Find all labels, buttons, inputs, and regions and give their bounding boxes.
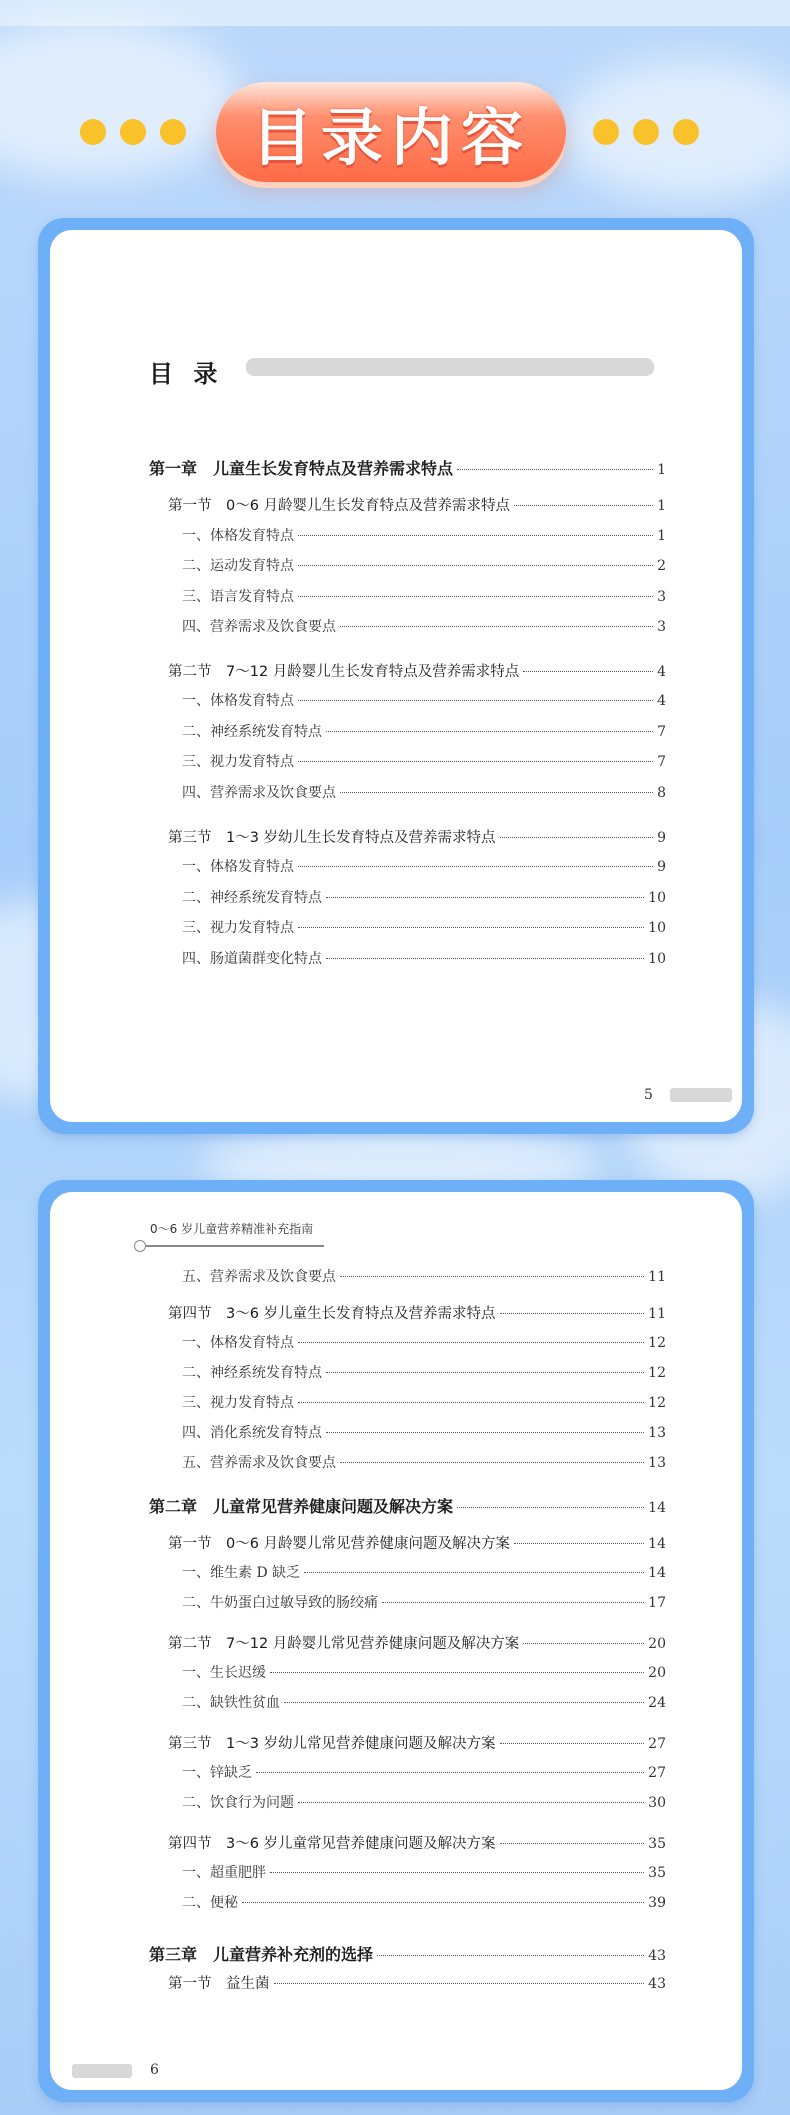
toc-entry-level-3 — [182, 1862, 666, 1882]
dot-leader — [382, 1602, 644, 1603]
heading-bar — [246, 358, 654, 376]
toc-entry-title: 四、营养需求及饮食要点 — [182, 785, 336, 801]
toc-page-1 — [50, 230, 742, 1122]
dot-leader — [284, 1702, 644, 1703]
toc-entry-title: 四、消化系统发育特点 — [182, 1425, 322, 1441]
page-number-bar — [72, 2064, 132, 2078]
toc-entry-page: 12 — [648, 1335, 666, 1351]
dot-leader — [298, 927, 644, 928]
toc-entry-title: 第一节 益生菌 — [168, 1976, 270, 1992]
toc-entry-level-2 — [168, 1832, 666, 1853]
toc-entry-level-3 — [182, 948, 666, 968]
toc-entry-page: 17 — [648, 1595, 666, 1611]
toc-entry-title: 三、视力发育特点 — [182, 920, 294, 936]
toc-entry-page: 10 — [648, 920, 666, 936]
toc-page-card-1 — [38, 218, 754, 1134]
dot-leader — [457, 1507, 644, 1508]
toc-entry-title: 二、神经系统发育特点 — [182, 890, 322, 906]
toc-entry-page: 9 — [657, 859, 666, 875]
toc-entry-page: 43 — [648, 1948, 666, 1964]
toc-entry-level-3 — [182, 1392, 666, 1412]
toc-entry-level-3 — [182, 555, 666, 575]
toc-entry-page: 9 — [657, 830, 666, 846]
toc-entry-level-3 — [182, 1452, 666, 1472]
toc-entry-page: 2 — [657, 558, 666, 574]
dot-leader — [340, 792, 653, 793]
toc-page-card-2 — [38, 1180, 754, 2102]
toc-entry-level-3 — [182, 1592, 666, 1612]
toc-entry-page: 3 — [657, 619, 666, 635]
toc-entry-title: 第一章 儿童生长发育特点及营养需求特点 — [149, 459, 454, 478]
toc-entry-level-2 — [168, 826, 666, 847]
dot-leader — [514, 1543, 644, 1544]
dot-leader — [298, 1802, 644, 1803]
toc-entry-level-2 — [168, 494, 666, 515]
toc-entry-page: 14 — [648, 1565, 666, 1581]
dot-leader — [500, 1313, 645, 1314]
toc-entry-page: 14 — [648, 1500, 666, 1516]
toc-entry-title: 二、缺铁性贫血 — [182, 1695, 280, 1711]
dot-leader — [326, 1432, 644, 1433]
toc-entry-page: 14 — [648, 1536, 666, 1552]
dot-leader — [326, 731, 653, 732]
toc-entry-level-3 — [182, 1692, 666, 1712]
dot-leader — [340, 1462, 644, 1463]
toc-entry-page: 11 — [648, 1306, 666, 1322]
header-circle-marker — [134, 1240, 146, 1252]
dot-leader — [304, 1572, 644, 1573]
toc-entry-title: 四、营养需求及饮食要点 — [182, 619, 336, 635]
cloud-decoration — [0, 20, 240, 180]
toc-entry-title: 一、体格发育特点 — [182, 528, 294, 544]
running-header: 0～6 岁儿童营养精准补充指南 — [150, 1222, 314, 1236]
toc-entry-level-1 — [149, 1494, 666, 1517]
toc-entry-page: 12 — [648, 1395, 666, 1411]
toc-entry-level-3 — [182, 856, 666, 876]
toc-entry-title: 第三节 1～3 岁幼儿常见营养健康问题及解决方案 — [168, 1736, 496, 1752]
dot-leader — [270, 1672, 644, 1673]
toc-entry-level-2 — [168, 1302, 666, 1323]
toc-entry-title: 第二节 7～12 月龄婴儿生长发育特点及营养需求特点 — [168, 664, 520, 680]
toc-entry-level-1 — [149, 456, 666, 479]
toc-entry-level-3 — [182, 1762, 666, 1782]
toc-entry-title: 五、营养需求及饮食要点 — [182, 1455, 336, 1471]
toc-page-2 — [50, 1192, 742, 2090]
toc-entry-title: 二、便秘 — [182, 1895, 238, 1911]
toc-entry-page: 13 — [648, 1425, 666, 1441]
toc-entry-page: 7 — [657, 724, 666, 740]
toc-entry-title: 第二章 儿童常见营养健康问题及解决方案 — [149, 1497, 454, 1516]
toc-entry-level-3 — [182, 751, 666, 771]
toc-entry-title: 五、营养需求及饮食要点 — [182, 1269, 336, 1285]
toc-entry-title: 第一节 0～6 月龄婴儿生长发育特点及营养需求特点 — [168, 498, 511, 514]
dot-leader — [242, 1902, 644, 1903]
toc-entry-page: 39 — [648, 1895, 666, 1911]
dot-leader — [523, 1643, 644, 1644]
toc-entry-title: 一、超重肥胖 — [182, 1865, 266, 1881]
toc-entry-page: 12 — [648, 1365, 666, 1381]
toc-entry-level-3 — [182, 1562, 666, 1582]
dot-leader — [340, 626, 653, 627]
dot-leader — [298, 761, 653, 762]
toc-entry-level-2 — [168, 1732, 666, 1753]
toc-entry-title: 一、体格发育特点 — [182, 1335, 294, 1351]
toc-entry-level-1 — [149, 1942, 666, 1965]
dot-leader — [256, 1772, 644, 1773]
toc-entry-title: 二、神经系统发育特点 — [182, 724, 322, 740]
toc-entry-page: 1 — [657, 528, 666, 544]
toc-entry-page: 4 — [657, 664, 666, 680]
toc-entry-level-3 — [182, 690, 666, 710]
dot-leader — [326, 1372, 644, 1373]
dot-leader — [298, 866, 653, 867]
page-title: 目录内容 — [250, 100, 531, 174]
toc-entry-page: 10 — [648, 951, 666, 967]
toc-entry-level-3 — [182, 1662, 666, 1682]
toc-entry-page: 35 — [648, 1865, 666, 1881]
dot-leader — [500, 837, 654, 838]
toc-entry-title: 一、锌缺乏 — [182, 1765, 252, 1781]
toc-entry-page: 11 — [648, 1269, 666, 1285]
toc-entry-title: 一、体格发育特点 — [182, 693, 294, 709]
toc-entry-title: 三、视力发育特点 — [182, 754, 294, 770]
toc-entry-title: 第二节 7～12 月龄婴儿常见营养健康问题及解决方案 — [168, 1636, 520, 1652]
toc-entry-page: 10 — [648, 890, 666, 906]
toc-entry-title: 第一节 0～6 月龄婴儿常见营养健康问题及解决方案 — [168, 1536, 511, 1552]
toc-entry-page: 7 — [657, 754, 666, 770]
toc-entry-level-2 — [168, 660, 666, 681]
toc-entry-title: 一、维生素 D 缺乏 — [182, 1565, 301, 1581]
toc-entry-level-3 — [182, 721, 666, 741]
toc-entry-title: 二、牛奶蛋白过敏导致的肠绞痛 — [182, 1595, 378, 1611]
toc-entry-level-3 — [182, 887, 666, 907]
decorative-dots-right — [593, 119, 699, 145]
toc-entry-title: 二、神经系统发育特点 — [182, 1365, 322, 1381]
toc-entry-page: 43 — [648, 1976, 666, 1992]
toc-entry-page: 20 — [648, 1665, 666, 1681]
toc-entry-level-2 — [168, 1632, 666, 1653]
page-number-bar — [670, 1088, 732, 1102]
toc-entry-page: 8 — [657, 785, 666, 801]
toc-entry-level-2 — [168, 1972, 666, 1993]
toc-entry-page: 3 — [657, 589, 666, 605]
toc-heading: 目 录 — [149, 360, 224, 388]
dot-leader — [514, 505, 653, 506]
dot-leader — [270, 1872, 644, 1873]
dot-leader — [340, 1276, 644, 1277]
toc-entry-title: 一、体格发育特点 — [182, 859, 294, 875]
page-number: 6 — [150, 2062, 159, 2078]
dot-leader — [326, 897, 644, 898]
toc-entry-title: 第三章 儿童营养补充剂的选择 — [149, 1945, 374, 1964]
toc-entry-level-3 — [182, 1332, 666, 1352]
dot-leader — [326, 958, 644, 959]
dot-leader — [377, 1955, 644, 1956]
toc-entry-level-3 — [182, 1422, 666, 1442]
dot-leader — [523, 671, 653, 672]
toc-entry-page: 1 — [657, 498, 666, 514]
dot-leader — [500, 1843, 645, 1844]
toc-entry-level-3 — [182, 1892, 666, 1912]
toc-entry-title: 第四节 3～6 岁儿童常见营养健康问题及解决方案 — [168, 1836, 496, 1852]
toc-entry-level-3 — [182, 616, 666, 636]
toc-entry-title: 二、运动发育特点 — [182, 558, 294, 574]
toc-entry-title: 第三节 1～3 岁幼儿生长发育特点及营养需求特点 — [168, 830, 496, 846]
dot-leader — [298, 535, 653, 536]
toc-entry-page: 35 — [648, 1836, 666, 1852]
toc-entry-page: 4 — [657, 693, 666, 709]
toc-entry-page: 27 — [648, 1736, 666, 1752]
toc-entry-title: 四、肠道菌群变化特点 — [182, 951, 322, 967]
toc-entry-level-3 — [182, 782, 666, 802]
toc-entry-level-3 — [182, 917, 666, 937]
toc-entry-page: 24 — [648, 1695, 666, 1711]
toc-entry-title: 二、饮食行为问题 — [182, 1795, 294, 1811]
dot-leader — [500, 1743, 645, 1744]
toc-entry-title: 三、视力发育特点 — [182, 1395, 294, 1411]
header-rule — [146, 1245, 324, 1247]
toc-entry-title: 一、生长迟缓 — [182, 1665, 266, 1681]
toc-entry-page: 13 — [648, 1455, 666, 1471]
dot-leader — [298, 565, 653, 566]
dot-leader — [298, 1402, 644, 1403]
toc-entry-title: 三、语言发育特点 — [182, 589, 294, 605]
dot-leader — [457, 469, 653, 470]
toc-entry-level-3 — [182, 586, 666, 606]
toc-entry-page: 30 — [648, 1795, 666, 1811]
dot-leader — [274, 1983, 645, 1984]
dot-leader — [298, 596, 653, 597]
decorative-dots-left — [80, 119, 186, 145]
toc-entry-level-3 — [182, 525, 666, 545]
toc-entry-page: 27 — [648, 1765, 666, 1781]
toc-entry-page: 1 — [657, 462, 666, 478]
toc-entry-page: 20 — [648, 1636, 666, 1652]
toc-entry-title: 第四节 3～6 岁儿童生长发育特点及营养需求特点 — [168, 1306, 496, 1322]
toc-entry-level-3 — [182, 1266, 666, 1286]
toc-entry-level-3 — [182, 1362, 666, 1382]
title-banner — [216, 82, 566, 182]
toc-entry-level-2 — [168, 1532, 666, 1553]
toc-entry-level-3 — [182, 1792, 666, 1812]
dot-leader — [298, 1342, 644, 1343]
page-number: 5 — [644, 1087, 653, 1103]
dot-leader — [298, 700, 653, 701]
